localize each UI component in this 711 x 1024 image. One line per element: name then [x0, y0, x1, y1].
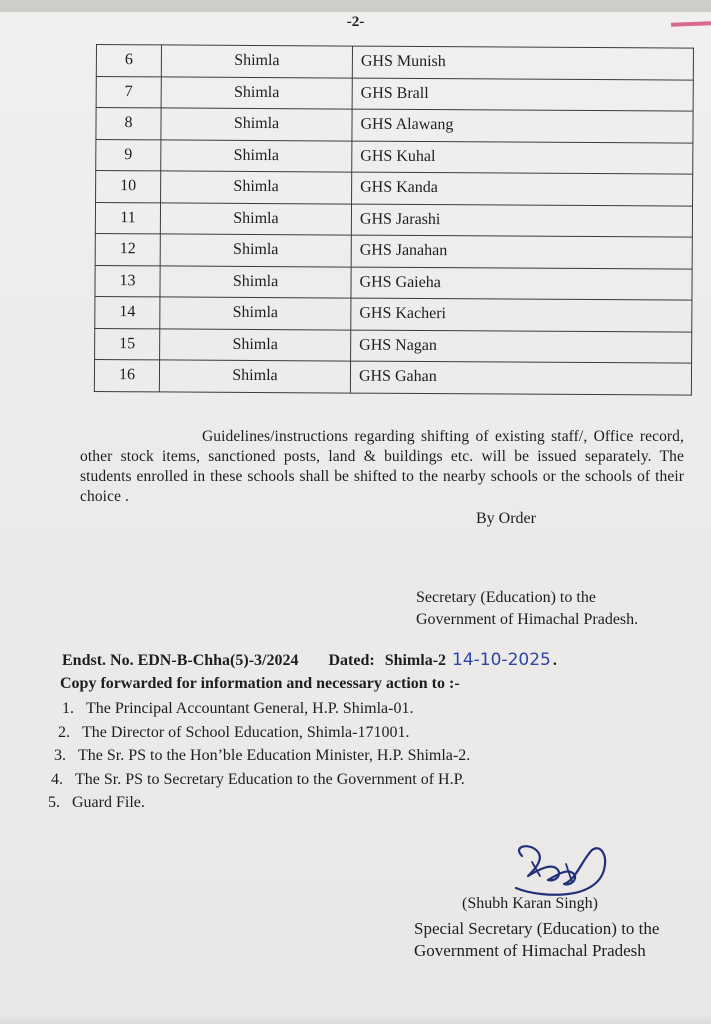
- by-order-label: By Order: [476, 510, 536, 527]
- signatory-line-1: Special Secretary (Education) to the: [414, 919, 660, 938]
- signatory-line-2: Government of Himachal Pradesh: [414, 941, 646, 960]
- secretary-designation: [416, 587, 638, 631]
- serial-number-cell: 7: [96, 76, 161, 108]
- serial-number-cell: 8: [96, 108, 161, 140]
- school-list-table: [94, 44, 694, 395]
- school-name-cell: GHS Kanda: [352, 172, 693, 206]
- table-row: [95, 296, 692, 331]
- list-item: [48, 771, 470, 795]
- school-name-cell: GHS Jarashi: [351, 204, 692, 238]
- school-name-cell: GHS Alawang: [352, 109, 693, 143]
- district-cell: Shimla: [161, 45, 352, 78]
- secretary-line-2: Government of Himachal Pradesh.: [416, 611, 639, 628]
- list-item: [48, 700, 470, 724]
- table-row: [96, 76, 693, 111]
- list-number: 2.: [58, 723, 70, 741]
- table-row: [95, 202, 692, 237]
- school-name-cell: GHS Gaieha: [351, 267, 692, 301]
- district-cell: Shimla: [160, 265, 351, 298]
- district-cell: Shimla: [161, 171, 352, 204]
- district-cell: Shimla: [161, 76, 352, 109]
- serial-number-cell: 6: [96, 45, 161, 77]
- endorsement-number: Endst. No. EDN-B-Chha(5)-3/2024: [62, 652, 299, 669]
- district-cell: Shimla: [160, 234, 351, 267]
- secretary-line-1: Secretary (Education) to the: [416, 589, 596, 606]
- district-cell: Shimla: [161, 108, 352, 141]
- table-row: [95, 328, 692, 363]
- district-cell: Shimla: [160, 202, 351, 235]
- school-name-cell: GHS Brall: [352, 78, 693, 112]
- page-number: -2-: [346, 14, 365, 30]
- school-name-cell: GHS Munish: [352, 46, 693, 80]
- district-cell: Shimla: [159, 360, 350, 393]
- table-row: [95, 233, 692, 268]
- list-number: 5.: [48, 794, 60, 811]
- school-name-cell: GHS Janahan: [351, 235, 692, 269]
- district-cell: Shimla: [160, 328, 351, 361]
- table-row: [96, 171, 693, 206]
- page-bottom-shade: [0, 1014, 711, 1024]
- handwritten-signature: [508, 840, 618, 902]
- signatory-name: (Shubh Karan Singh): [462, 895, 598, 912]
- serial-number-cell: 9: [96, 139, 161, 171]
- guidelines-paragraph: Guidelines/instructions regarding shifting of existing staff/, Office record, other stock items, sanctioned posts, land & buildings etc. will be issued separately. The students enrolled in these schools shall be shifted to the nearby schools or the schools of their choice .: [80, 428, 684, 505]
- serial-number-cell: 13: [95, 265, 160, 297]
- list-item: [48, 794, 470, 818]
- school-name-cell: GHS Kacheri: [351, 298, 692, 332]
- page-top-edge: [0, 0, 711, 12]
- district-cell: Shimla: [161, 139, 352, 172]
- serial-number-cell: 12: [95, 233, 160, 265]
- date-suffix: .: [552, 652, 557, 669]
- signatory-designation: [414, 918, 659, 962]
- recipient-text: The Sr. PS to Secretary Education to the Government of H.P.: [75, 770, 465, 788]
- district-cell: Shimla: [160, 297, 351, 330]
- serial-number-cell: 15: [95, 328, 160, 360]
- list-item: [48, 724, 470, 748]
- copy-forwarded-heading: Copy forwarded for information and necessary action to :-: [60, 675, 460, 692]
- dated-place: Shimla-2: [384, 652, 447, 669]
- serial-number-cell: 14: [95, 296, 160, 328]
- serial-number-cell: 16: [94, 359, 159, 391]
- school-name-cell: GHS Kuhal: [352, 141, 693, 175]
- list-number: 3.: [54, 747, 66, 764]
- list-number: 4.: [51, 770, 63, 788]
- list-number: 1.: [62, 700, 74, 717]
- serial-number-cell: 10: [96, 171, 161, 203]
- table-row: [95, 265, 692, 300]
- recipient-text: The Director of School Education, Shimla-171001.: [82, 723, 410, 741]
- recipient-text: The Principal Accountant General, H.P. Shimla-01.: [86, 700, 414, 717]
- table-row: [94, 359, 691, 394]
- serial-number-cell: 11: [95, 202, 160, 234]
- table-row: [96, 139, 693, 174]
- recipient-text: Guard File.: [72, 794, 145, 811]
- handwritten-date: 14-10-2025: [452, 650, 551, 670]
- recipient-text: The Sr. PS to the Hon’ble Education Minister, H.P. Shimla-2.: [78, 747, 471, 764]
- endorsement-line: [62, 650, 557, 670]
- recipient-list: [48, 700, 470, 818]
- school-name-cell: GHS Gahan: [350, 361, 691, 395]
- school-name-cell: GHS Nagan: [351, 330, 692, 364]
- list-item: [48, 747, 470, 771]
- table-row: [96, 45, 693, 80]
- table-row: [96, 108, 693, 143]
- dated-label: Dated:: [328, 652, 375, 669]
